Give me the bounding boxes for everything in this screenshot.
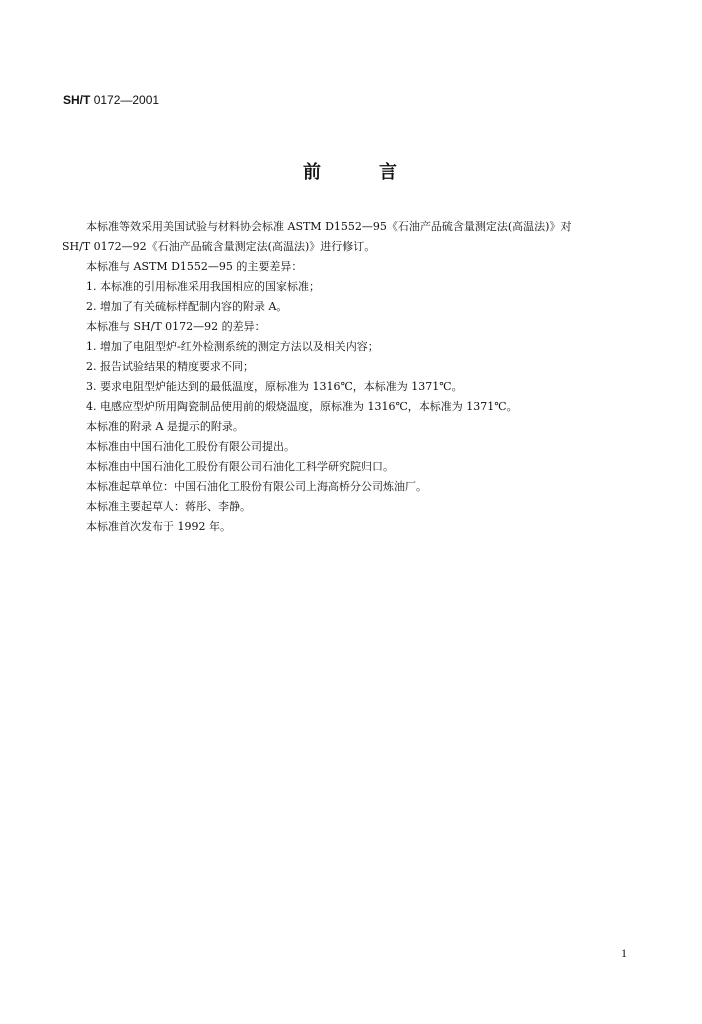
paragraph-line: SH/T 0172—92《石油产品硫含量测定法(高温法)》进行修订。	[62, 240, 376, 253]
list-item: 4. 电感应型炉所用陶瓷制品使用前的煅烧温度，原标准为 1316℃，本标准为 1371℃。	[86, 400, 518, 413]
paragraph-line: 本标准的附录 A 是提示的附录。	[86, 420, 244, 433]
paragraph-line: 本标准起草单位：中国石油化工股份有限公司上海高桥分公司炼油厂。	[86, 480, 427, 493]
list-item: 1. 本标准的引用标准采用我国相应的国家标准；	[86, 280, 320, 293]
paragraph-line: 本标准主要起草人：蒋彤、李静。	[86, 500, 251, 513]
paragraph-line: 本标准首次发布于 1992 年。	[86, 520, 231, 533]
paragraph-line: 本标准等效采用美国试验与材料协会标准 ASTM D1552—95《石油产品硫含量测定法(高温法)》对	[86, 220, 572, 233]
list-item: 3. 要求电阻型炉能达到的最低温度，原标准为 1316℃，本标准为 1371℃。	[86, 380, 463, 393]
foreword-body	[62, 217, 642, 537]
list-item: 2. 增加了有关硫标样配制内容的附录 A。	[86, 300, 288, 313]
list-item: 1. 增加了电阻型炉-红外检测系统的测定方法以及相关内容；	[86, 340, 379, 353]
document-code-prefix: SH/T	[63, 93, 91, 107]
list-item: 2. 报告试验结果的精度要求不同；	[86, 360, 254, 373]
paragraph-line: 本标准由中国石油化工股份有限公司石油化工科学研究院归口。	[86, 460, 394, 473]
page-title: 前言	[303, 162, 455, 183]
paragraph-line: 本标准与 SH/T 0172—92 的差异：	[86, 320, 266, 333]
paragraph-line: 本标准由中国石油化工股份有限公司提出。	[86, 440, 295, 453]
document-code	[63, 93, 159, 107]
paragraph-line: 本标准与 ASTM D1552—95 的主要差异：	[86, 260, 303, 273]
document-code-number: 0172—2001	[93, 93, 160, 107]
page-number: 1	[621, 946, 627, 960]
